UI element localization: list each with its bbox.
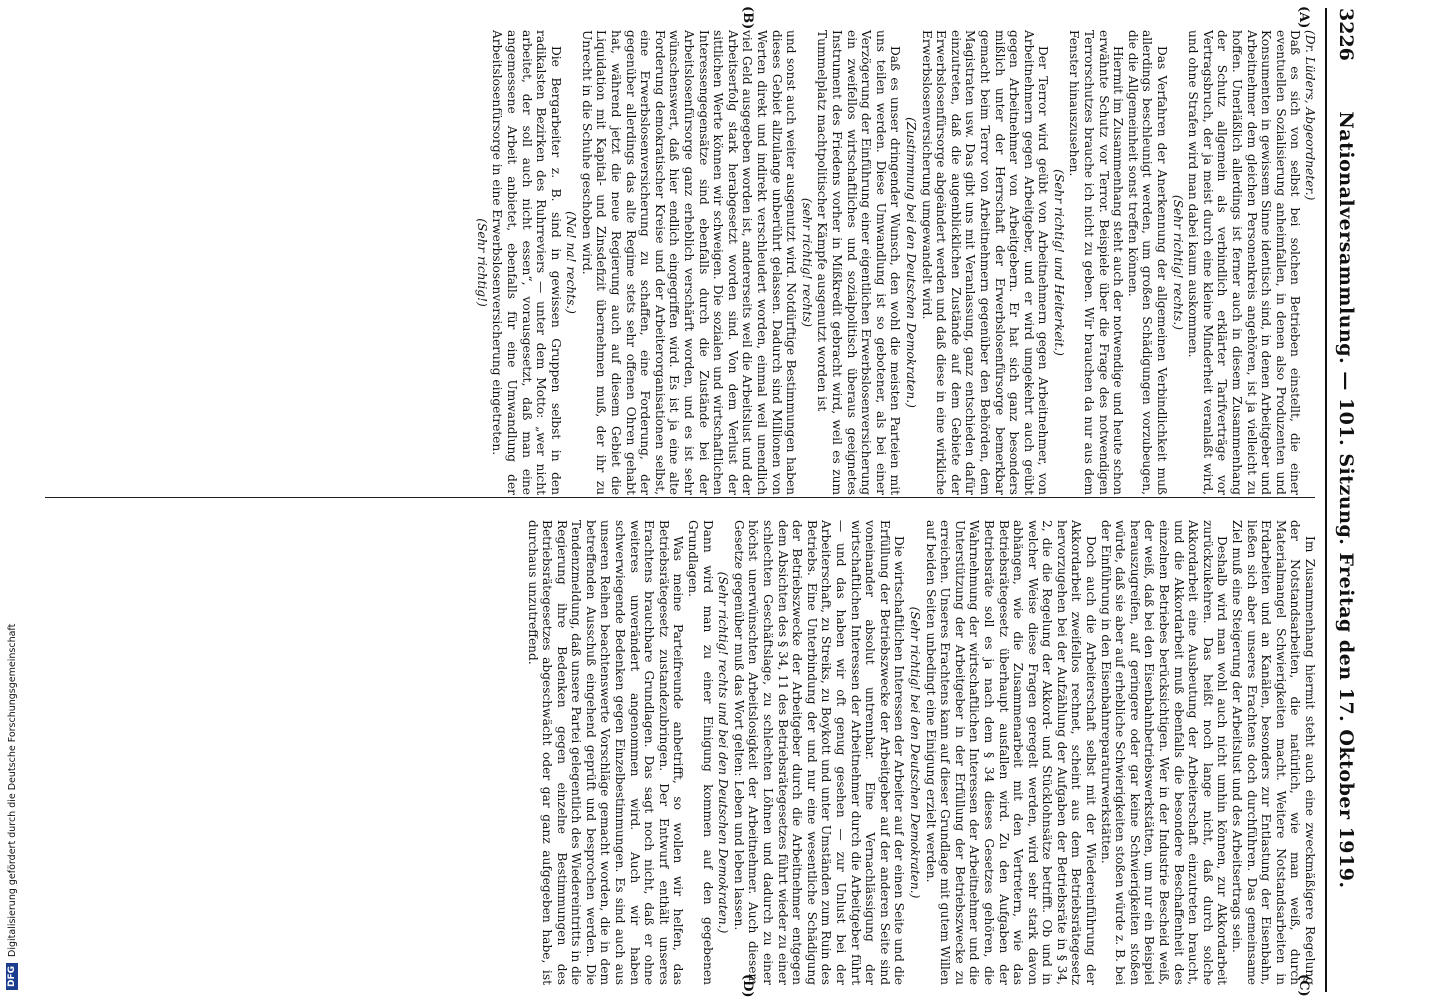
reaction: (sehr richtig! rechts) (799, 197, 814, 328)
paragraph: und sonst auch weiter ausgenutzt wird. Notdürftige Bestimmungen haben dieses Gebiet allzulange unberührt gelassen. Dadurch sind Millionen von Werten direkt und indirekt verschleudert worden, einmal weil unendlich viel Geld ausgegeben worden ist, andererseits weil die Arbeitslust und der Arbeitserfolg stark herabgesetzt worden sind. Von dem Verlust der sittlichen Werte können wir schweigen. Die sozialen und wirtschaftlichen Interessengegensätze sind ebenfalls durch die Zustände bei der Arbeitslosenfürsorge ganz erheblich verschärft worden, und es ist sehr wünschenswert, daß hier endlich eingegriffen wird. Es ist ja eine alte Forderung demokratischer Kreise und der Arbeiterorganisationen selbst, eine Erwerbslosenversicherung zu schaffen, eine Forderung, der gegenüber allerdings das alte Regime stets sehr offenen Ohren gehabt hat, während jetzt die neue Regierung auch auf diesem Gebiet die Liquidation mit Kapital- und Zinsdefizit übernehmen muß, der ihr zu Unrecht in die Schuhe geschoben wird. (579, 30, 799, 495)
paragraph: Das Verfahren der Anerkennung der allgemeinen Verbindlichkeit muß allerdings beschleunigt werden, um großen Schädigungen vorzubeugen, die die Allgemeinheit sonst treffen können. (1125, 30, 1170, 495)
reaction: (Sehr richtig! und Heiterkeit.) (1051, 169, 1066, 356)
margin-marker-c: (C) (1296, 974, 1311, 997)
margin-marker-b: (B) (740, 6, 755, 30)
paragraph: Daß es sich von selbst bei solchen Betrieben einstellt, die einer eventuellen Sozialisierung anheimfallen, in denen also Produzenten und Konsumenten in gewissem Sinne identisch sind, in denen Arbeitgeber und Arbeitnehmer dem gleichen Personenkreis angehören, ist ja vielleicht zu hoffen. Unerläßlich allerdings ist ferner auch in diesem Zusammenhang der Schutz allgemein als verbindlich erklärter Tarifverträge vor Vertragsbruch, der ja meist durch eine kleine Minderheit veranlaßt wird, und ohne Strafen wird man dabei kaum auskommen. (1186, 30, 1303, 495)
paragraph: Die wirtschaftlichen Interessen der Arbeiter auf der einen Seite und die Erfüllung der Betriebszwecke der Arbeitgeber auf der anderen Seite sind voneinander absolut untrennbar. Eine Vernachlässigung der wirtschaftlichen Interessen der Arbeitnehmer durch die Arbeitgeber führt — und das haben wir oft genug gesehen — zur Unlust bei der Arbeiterschaft, zu Streiks, zu Boykott und unter Umständen zum Ruin des Betriebs. Eine Unterbindung der und nur eine wesentliche Schädigung der Betriebszwecke der Arbeitgeber durch die Arbeitnehmer entgegen dem Absichten des § 34, 11 des Betriebsrätegesetzes führt wieder zu einer schlechten Geschäftslage, zu schlechten Löhnen und dadurch zu einer höchst unerwünschten Arbeitslosigkeit der Arbeitnehmer. Auch diesem Gesetze gegenüber muß das Wort gelten: Leben und leben lassen. (731, 520, 907, 985)
paragraph: Daß es unser dringender Wunsch, den wohl die meisten Parteien mit uns teilen werden. Diese Umwandlung ist so gebotener, als bei einer Verzögerung der Einführung einer eigentlichen Erwerbslosenversicherung ein zweifellos wirtschaftliches und sozialpolitisch überaus geeignetes Instrument des Friedens vorher in Mißkredit gebracht wird, weil es zum Tummelplatz machtpolitischer Kämpfe ausgenutzt worden ist (815, 30, 903, 495)
reaction: (Na! na! rechts.) (564, 211, 579, 314)
speaker-label: (Dr. Lüders, Abgeordneter.) (1303, 30, 1317, 201)
paragraph: Hiermit im Zusammenhang steht auch der notwendige und heute schon erwähnte Schutz vor Terror. Beispiele über die Frage des notwendigen Terrorschutzes brauche ich nicht zu geben. Wir brauchen da nur aus dem Fenster hinauszusehen. (1067, 30, 1126, 495)
paragraph: Deshalb wird man wohl auch nicht umhin können, zur Akkordarbeit zurückzukehren. Das heißt noch lange nicht, daß durch solche Akkordarbeit eine Ausbeutung der Arbeiterschaft einzutreten braucht, und die Akkordarbeit muß ebenfalls die besondere Beschaffenheit des einzelnen Betriebes berücksichtigen. Wer in der Industrie Bescheid weiß, der weiß, daß bei den Eisenbahnbetriebswerkstätten, um nur ein Beispiel herauszugreifen, auf geringere oder gar keine Schwierigkeiten stoßen würde, daß sie aber auf erhebliche Schwierigkeiten stoßen würde z. B. bei der Einführung in den Eisenbahnreparaturwerkstätten. (1098, 520, 1230, 985)
scanned-page (7, 0, 1367, 1000)
page-header (1325, 8, 1361, 992)
page-title: Nationalversammlung. — 101. Sitzung. Freitag den 17. Oktober 1919. (1335, 111, 1357, 889)
dfg-logo: DFG (6, 963, 18, 990)
footer-credit-strip (2, 0, 24, 1000)
paragraph: Was meine Parteifreunde anbetrifft, so wollen wir helfen, das Betriebsrätegesetz zustandezubringen. Der Entwurf enthält unseres Erachtens brauchbare Grundlagen. Das sagt noch nicht, daß er ohne weiteres unverändert angenommen wird. Auch wir haben schwerwiegende Bedenken gegen Einzelbestimmungen. Es sind auch aus unseren Reihen beachtenswerte Vorschläge gemacht worden, die in dem betreffenden Ausschuß eingehend geprüft und besprochen werden. Die Tendenzmeldung, daß unsere Partei gelegentlich des Wiedereintritts in die Regierung ihre Bedenken gegen einzelne Bestimmungen des Betriebsrätegesetzes abgeschwächt oder gar ganz aufgegeben habe, ist durchaus unzutreffend. (525, 520, 686, 985)
reaction: (Zustimmung bei den Deutschen Demokraten.) (903, 117, 918, 408)
column-divider (45, 497, 1315, 498)
reaction: (Sehr richtig! rechts und bei den Deutschen Demokraten.) (716, 571, 731, 934)
margin-marker-d: (D) (740, 974, 755, 998)
paragraph: Der Terror wird geübt von Arbeitnehmern gegen Arbeitnehmer, von Arbeitnehmern gegen Arbeitgeber, und er wird umgekehrt auch geübt gegen Arbeitnehmer von Arbeitgebern. Er hat sich ganz besonders mißlich unter der Herrschaft der Erwerbslosenfürsorge bemerkbar gemacht beim Terror von Arbeitnehmern gegenüber den Behörden, dem Magistraten usw. Das gibt uns mit Veranlassung, ganz entschieden dafür einzutreten, daß die augenblicklichen Zustände auf dem Gebiete der Erwerbslosenfürsorge abgeändert werden und daß diese in eine wirkliche Erwerbslosenversicherung umgewandelt wird. (919, 30, 1051, 495)
paragraph: Die Bergarbeiter z. B. sind in gewissen Gruppen selbst in den radikalsten Bezirken des Ruhrreviers — unter dem Motto: „wer nicht arbeitet, der soll auch nicht essen“, vorausgesetzt, daß man eine angemessene Arbeit anbietet, ebenfalls für eine Umwandlung der Arbeitslosenfürsorge in eine Erwerbslosenversicherung eingetreten. (490, 30, 563, 495)
paragraph: Im Zusammenhang hiermit steht auch eine zweckmäßigere Regelung der Notstandsarbeiten, die natürlich, wie man weiß, durch Materialmangel Schwierigkeiten macht. Weitere Notstandsarbeiten in Erdarbeiten und an Kanälen, besonders zur Entlastung der Eisenbahn, ließen sich aber unseres Erachtens doch durchführen. Das gemeinsame Ziel muß eine Steigerung der Arbeitslust und des Arbeitsertrags sein. (1230, 520, 1317, 985)
margin-marker-a: (A) (1296, 6, 1311, 29)
reaction: (Sehr richtig! rechts.) (1170, 194, 1185, 331)
digitization-credit: Digitalisierung gefördert durch die Deutsche Forschungsgemeinschaft (6, 623, 18, 957)
page-number: 3226 (1335, 8, 1357, 61)
reaction: (Sehr richtig! bei den Deutschen Demokraten.) (907, 606, 922, 899)
paragraph: Doch auch die Arbeiterschaft selbst mit der Wiedereinführung der Akkordarbeit zweifellos rechnet, scheint aus dem Betriebsrätegesetz hervorzugehen bei der Aufzählung der Aufgaben der Betriebsräte in § 34, 2, die die Regelung der Akkord- und Stücklohnsätze betrifft. Ob und in welcher Weise diese Fragen geregelt werden, wird sehr stark davon abhängen, wie die Zusammenarbeit mit den Vertretern, wie das Betriebsrätegesetz überhaupt ausfallen wird. Zu den Aufgaben der Betriebsräte soll es ja nach dem § 34 dieses Gesetzes gehören, die Wahrnehmung der wirtschaftlichen Interessen der Arbeitnehmer und die Unterstützung der Arbeitgeber in der Erfüllung der Betriebszwecke zu erreichen. Unseres Erachtens kann auf dieser Grundlage mit gutem Willen auf beiden Seiten unbedingt eine Einigung erzielt werden. (923, 520, 1099, 985)
reaction: (Sehr richtig!) (474, 218, 489, 307)
paragraph: Dann wird man zu einer Einigung kommen auf den gegebenen Grundlagen. (686, 520, 715, 985)
right-column (47, 520, 1317, 985)
left-column (47, 30, 1317, 495)
